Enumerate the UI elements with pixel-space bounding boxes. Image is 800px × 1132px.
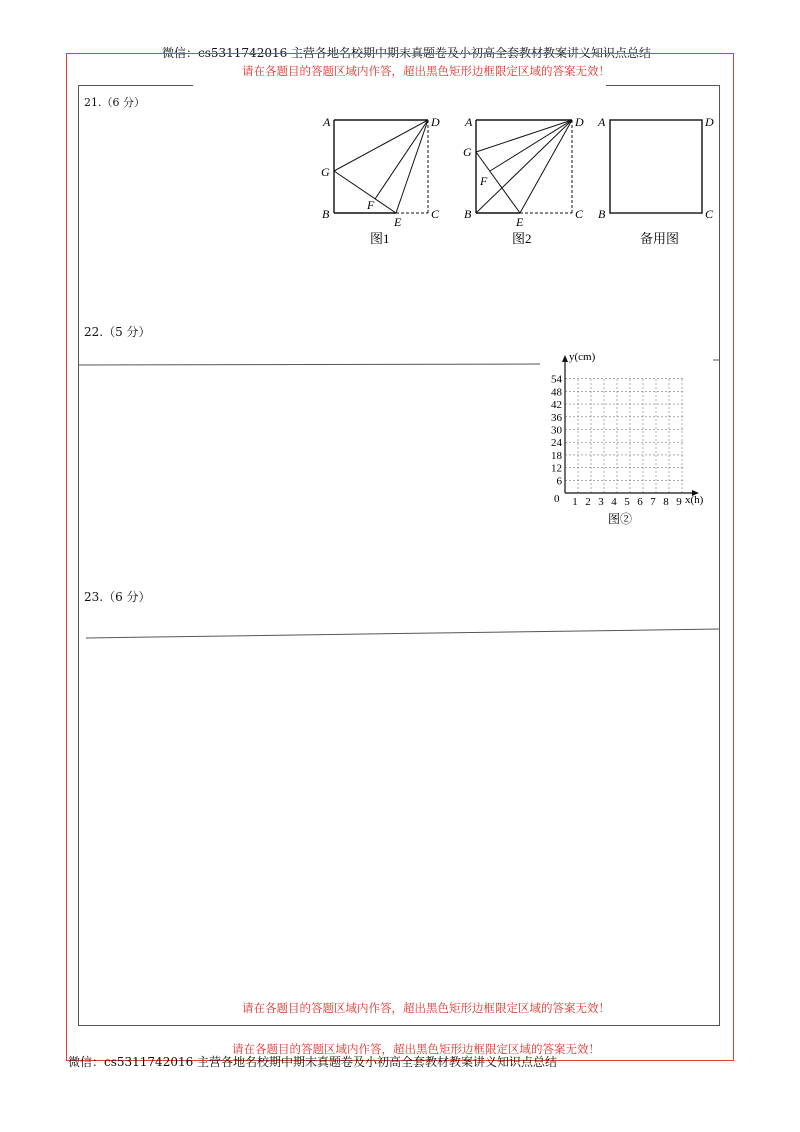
footer-wechat-line: 微信：cs5311742016 主营各地名校期中期末真题卷及小初高全套教材教案讲义知识点总结 (68, 1055, 558, 1069)
y-tick-label: 48 (551, 386, 562, 399)
y-tick-label: 30 (551, 424, 562, 437)
x-tick-label: 6 (637, 496, 643, 508)
question-23-label: 23.（6 分） (84, 590, 151, 604)
fig3-point-b: B (598, 207, 606, 221)
fig1-point-f: F (367, 198, 375, 212)
frame-top-left-segment (78, 85, 193, 86)
fig3-point-d: D (705, 115, 714, 129)
fig1-point-c: C (431, 207, 440, 221)
fig1-point-b: B (322, 207, 330, 221)
y-tick-label: 42 (551, 399, 562, 412)
y-tick-label: 12 (551, 462, 562, 475)
q21-figure-2 (463, 115, 584, 246)
x-tick-label: 8 (663, 496, 669, 508)
q23-separator-line (78, 625, 720, 645)
y-tick-label: 36 (551, 411, 562, 424)
frame-top-right-segment (606, 85, 720, 86)
y-axis-arrow (562, 355, 568, 362)
y-tick-label: 6 (556, 475, 562, 488)
fig1-point-e: E (394, 215, 402, 229)
question-22-label: 22.（5 分） (84, 325, 151, 339)
question-21-label: 21.（6 分） (84, 96, 145, 109)
fig2-point-a: A (465, 115, 473, 129)
y-axis-label: y(cm) (569, 351, 596, 363)
fig3-point-c: C (705, 207, 714, 221)
q22-grid-lines (565, 377, 684, 493)
fig1-caption: 图1 (370, 231, 390, 246)
x-tick-label: 1 (572, 496, 578, 508)
header-wechat-line: 微信：cs5311742016 主营各地名校期中期末真题卷及小初高全套教材教案讲义知识点总结 (162, 46, 652, 60)
origin-label: 0 (554, 493, 560, 505)
q22-caption: 图② (608, 512, 633, 526)
fig2-caption: 图2 (512, 231, 532, 246)
q21-figure-1 (321, 115, 440, 246)
fig2-point-g: G (463, 145, 472, 159)
fig3-point-a: A (598, 115, 606, 129)
x-tick-label: 5 (624, 496, 630, 508)
x-tick-labels (572, 496, 682, 508)
x-tick-label: 4 (611, 496, 617, 508)
y-tick-labels (551, 374, 563, 488)
x-tick-label: 7 (650, 496, 656, 508)
q21-figure-spare (597, 115, 714, 246)
footer-answer-notice: 请在各题目的答题区域内作答，超出黑色矩形边框限定区域的答案无效！ (232, 1042, 600, 1056)
fig2-point-c: C (575, 207, 584, 221)
inner-answer-notice: 请在各题目的答题区域内作答，超出黑色矩形边框限定区域的答案无效！ (242, 1001, 610, 1015)
fig1-point-g: G (321, 165, 330, 179)
fig1-point-a: A (323, 115, 331, 129)
x-tick-label: 9 (676, 496, 682, 508)
fig2-point-f: F (480, 174, 488, 188)
fig2-point-d: D (575, 115, 584, 129)
fig2-point-e: E (516, 215, 524, 229)
x-tick-label: 3 (598, 496, 604, 508)
fig2-point-b: B (464, 207, 472, 221)
fig3-caption: 备用图 (640, 231, 680, 246)
y-tick-label: 54 (551, 373, 562, 386)
y-tick-label: 24 (551, 437, 562, 450)
x-tick-label: 2 (585, 496, 591, 508)
q22-grid-chart (535, 345, 720, 530)
header-answer-notice: 请在各题目的答题区域内作答，超出黑色矩形边框限定区域的答案无效！ (242, 64, 610, 78)
q21-figures (310, 108, 730, 253)
fig1-point-d: D (431, 115, 440, 129)
y-tick-label: 18 (551, 449, 562, 462)
x-axis-label: x(h) (685, 494, 704, 506)
